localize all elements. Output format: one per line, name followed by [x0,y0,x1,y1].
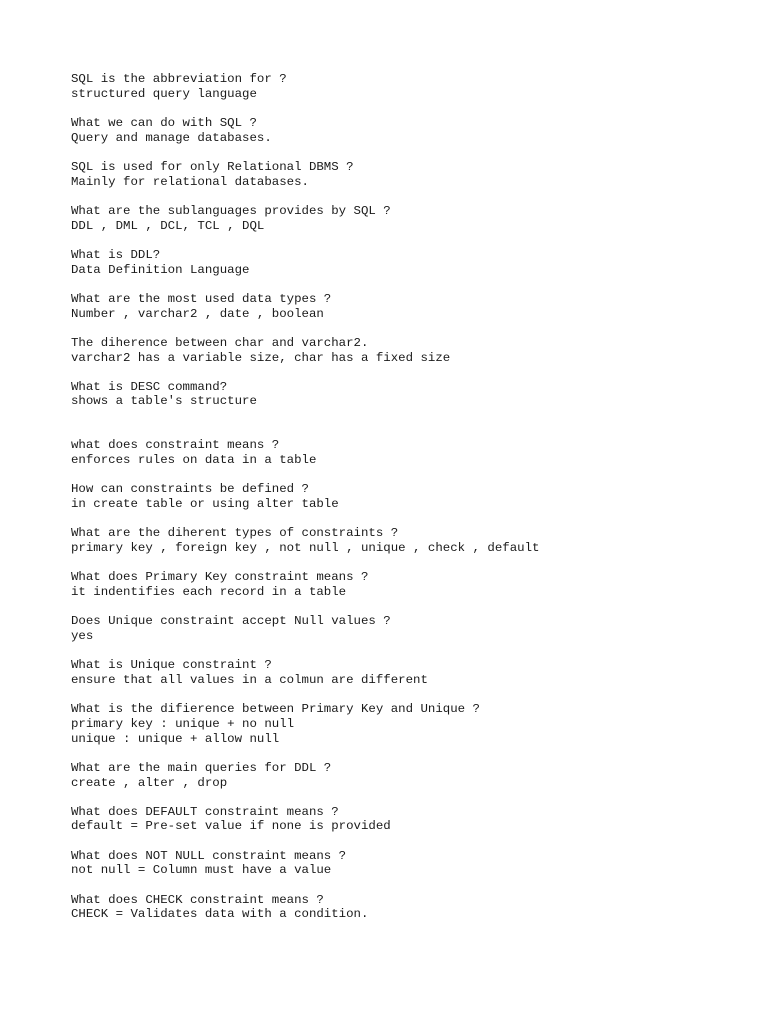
qa-block [71,336,751,365]
answer: Number , varchar2 , date , boolean [71,306,324,321]
answer: create , alter , drop [71,775,228,790]
answer: yes [71,628,94,643]
question: What does Primary Key constraint means ? [71,570,369,585]
question: SQL is the abbreviation for ? [71,72,287,86]
question: What we can do with SQL ? [71,115,257,130]
qa-block [71,72,751,101]
answer: Mainly for relational databases. [71,174,309,189]
answer: default = Pre-set value if none is provided [71,819,391,834]
qa-block [71,805,751,834]
qa-block [71,658,751,687]
answer: shows a table's structure [71,394,257,409]
answer: primary key : unique + no null [71,716,295,731]
question: What is DESC command? [71,379,228,394]
question: What is DDL? [71,247,161,262]
answer: DDL , DML , DCL, TCL , DQL [71,218,265,233]
answer: not null = Column must have a value [71,863,332,878]
qa-block [71,570,751,599]
answer: it indentifies each record in a table [71,584,347,599]
qa-block [71,761,751,790]
answer: Data Definition Language [71,262,250,277]
qa-block [71,160,751,189]
question: The diherence between char and varchar2. [71,335,369,350]
question: What does DEFAULT constraint means ? [71,804,339,819]
qa-block [71,482,751,511]
qa-block [71,438,751,467]
question: SQL is used for only Relational DBMS ? [71,159,354,174]
question: What are the sublanguages provides by SQL ? [71,203,391,218]
question: What is Unique constraint ? [71,658,272,673]
question: What are the main queries for DDL ? [71,760,332,775]
qa-block [71,292,751,321]
qa-block [71,380,751,409]
qa-block [71,248,751,277]
answer: in create table or using alter table [71,497,339,511]
question: What are the diherent types of constraints ? [71,526,399,541]
qa-block [71,116,751,145]
qa-block [71,849,751,878]
answer: primary key , foreign key , not null , unique , check , default [71,540,540,555]
question: What does NOT NULL constraint means ? [71,848,347,863]
question: Does Unique constraint accept Null values ? [71,614,391,629]
qa-block [71,614,751,643]
answer: unique : unique + allow null [71,731,280,746]
qa-block [71,893,751,922]
question: What are the most used data types ? [71,291,332,306]
answer: Query and manage databases. [71,130,272,145]
qa-document [71,72,751,937]
question: What does CHECK constraint means ? [71,892,324,907]
qa-block [71,204,751,233]
answer: CHECK = Validates data with a condition. [71,907,369,922]
answer: ensure that all values in a colmun are different [71,672,428,687]
answer: enforces rules on data in a table [71,453,317,468]
question: How can constraints be defined ? [71,482,309,497]
question: What is the difierence between Primary Key and Unique ? [71,702,480,717]
question: what does constraint means ? [71,438,280,453]
qa-block [71,702,751,746]
qa-block [71,526,751,555]
answer: varchar2 has a variable size, char has a fixed size [71,350,451,365]
answer: structured query language [71,86,257,101]
